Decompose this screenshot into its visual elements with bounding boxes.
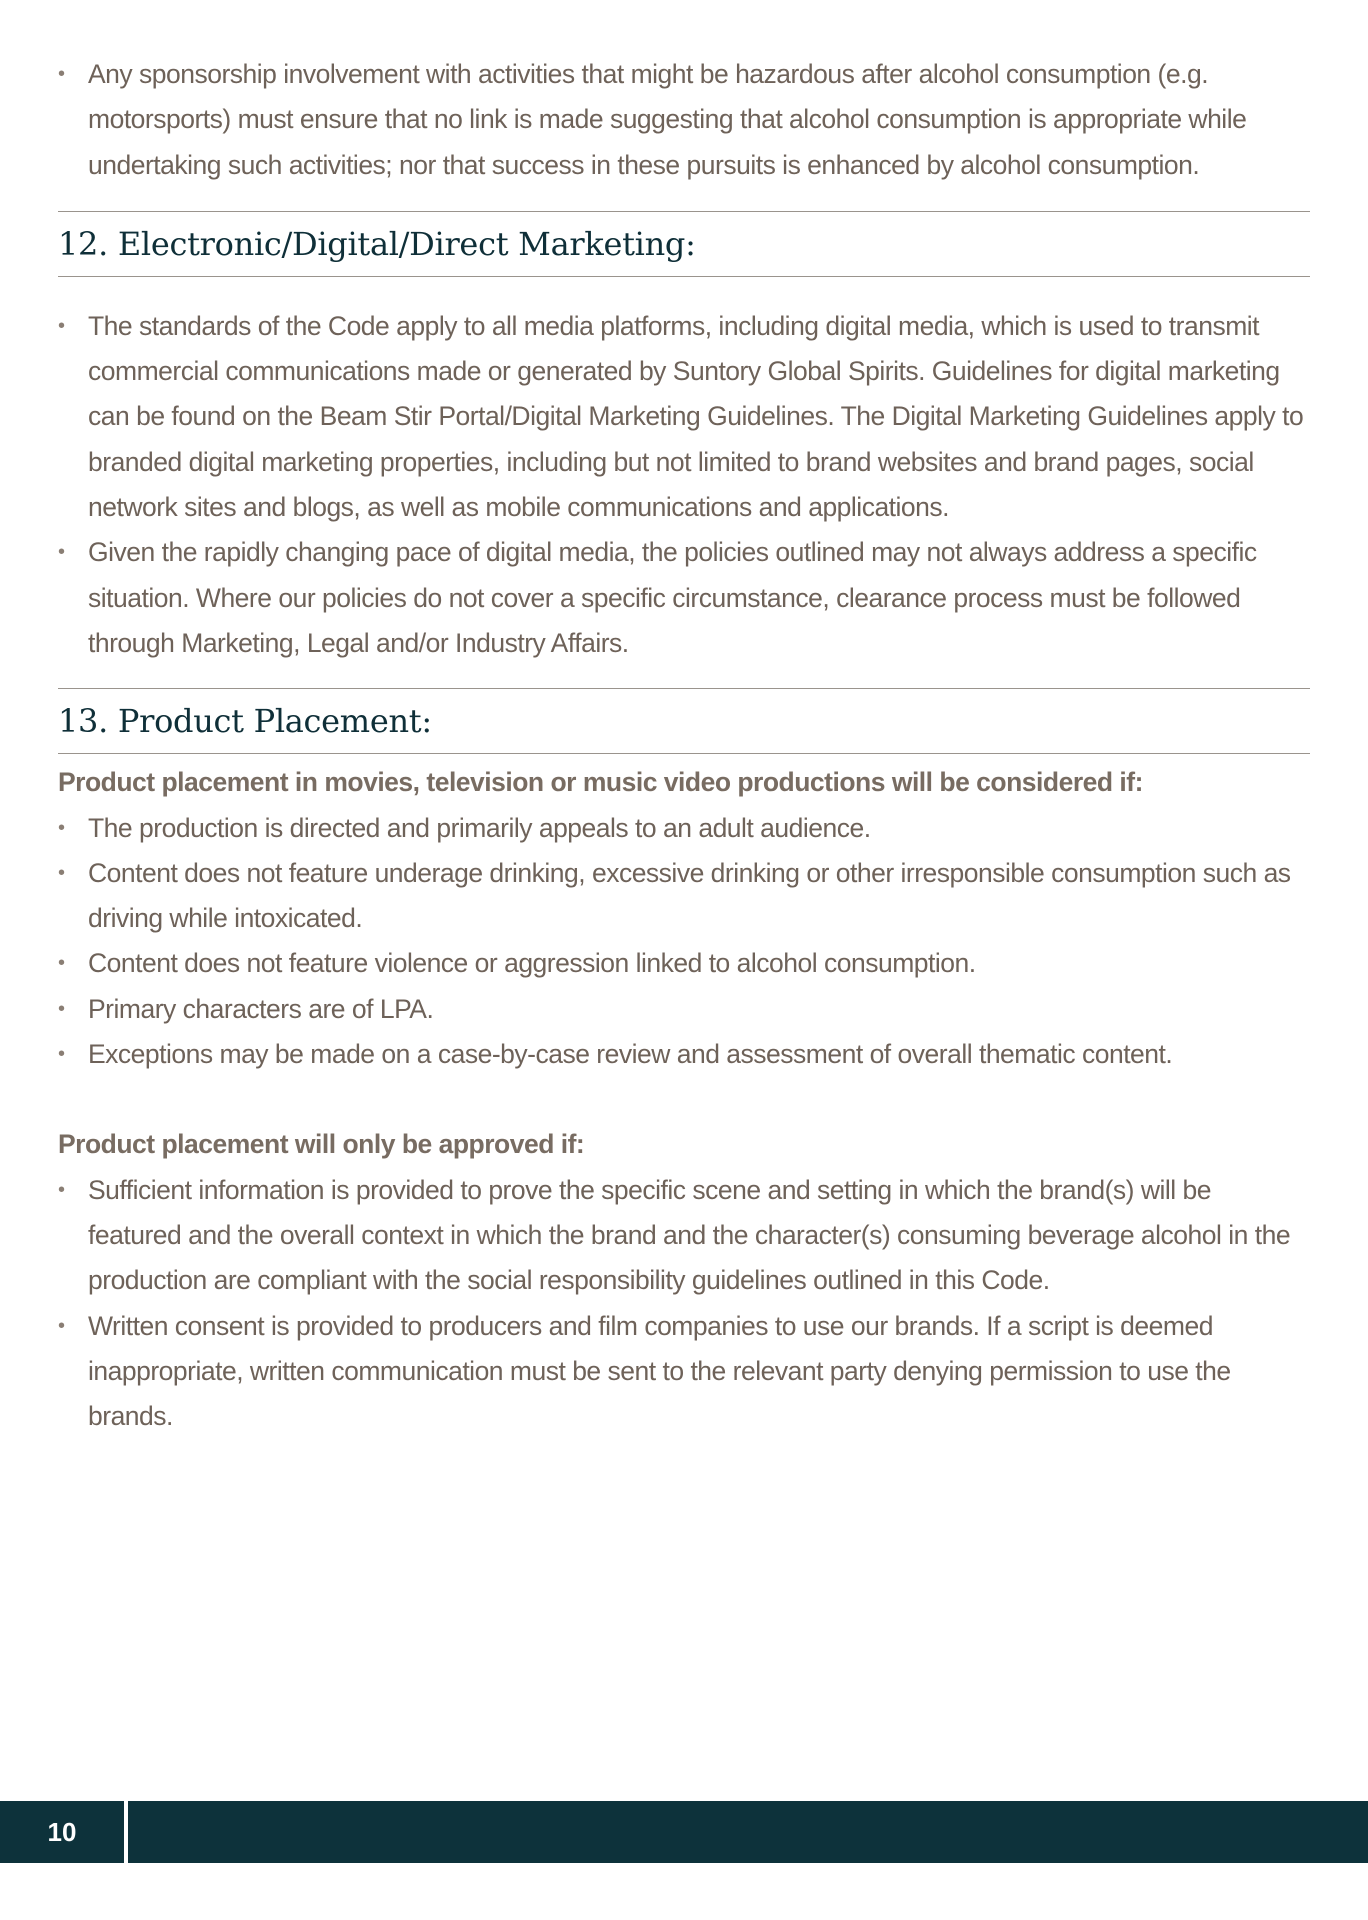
page-footer bbox=[0, 1801, 1368, 1863]
page-content bbox=[58, 52, 1310, 1439]
section-12-bullet-list bbox=[58, 304, 1310, 666]
page-number: 10 bbox=[47, 1816, 77, 1847]
section-13-title: 13. Product Placement: bbox=[58, 702, 432, 741]
considered-bullet-list bbox=[58, 806, 1310, 1078]
list-item: • Any sponsorship involvement with activities that might be hazardous after alcohol consumption (e.g. motorsports) must ensure that no link is made suggesting that alcohol consumption is appropriate while undertaking such activities; nor that success in these pursuits is enhanced by alcohol consumption. bbox=[58, 52, 1310, 188]
section-12-title: 12. Electronic/Digital/Direct Marketing: bbox=[58, 224, 696, 263]
section-12-header bbox=[58, 211, 1310, 277]
approved-bullet-list bbox=[58, 1168, 1310, 1440]
list-item: • The production is directed and primarily appeals to an adult audience. bbox=[58, 806, 1310, 851]
list-item: • Primary characters are of LPA. bbox=[58, 987, 1310, 1032]
list-item: • Exceptions may be made on a case-by-case review and assessment of overall thematic content. bbox=[58, 1032, 1310, 1077]
footer-divider bbox=[124, 1801, 128, 1863]
list-item: • Given the rapidly changing pace of digital media, the policies outlined may not always address a specific situation. Where our policies do not cover a specific circumstance, clearance process must be followed through Marketing, Legal and/or Industry Affairs. bbox=[58, 530, 1310, 666]
intro-bullet-list bbox=[58, 52, 1310, 188]
list-item: • Sufficient information is provided to prove the specific scene and setting in which the brand(s) will be featured and the overall context in which the brand and the character(s) consuming beverage alcohol in the production are compliant with the social responsibility guidelines outlined in this Code. bbox=[58, 1168, 1310, 1304]
considered-lead: Product placement in movies, television or music video productions will be considered if: bbox=[58, 767, 1143, 798]
list-item: • The standards of the Code apply to all media platforms, including digital media, which is used to transmit commercial communications made or generated by Suntory Global Spirits. Guidelines for digital marketing can be found on the Beam Stir Portal/Digital Marketing Guidelines. The Digital Marketing Guidelines apply to branded digital marketing properties, including but not limited to brand websites and brand pages, social network sites and blogs, as well as mobile communications and applications. bbox=[58, 304, 1310, 530]
list-item: • Content does not feature violence or aggression linked to alcohol consumption. bbox=[58, 941, 1310, 986]
list-item: • Content does not feature underage drinking, excessive drinking or other irresponsible consumption such as driving while intoxicated. bbox=[58, 851, 1310, 942]
section-13-header bbox=[58, 688, 1310, 754]
approved-lead: Product placement will only be approved if: bbox=[58, 1129, 585, 1160]
list-item: • Written consent is provided to producers and film companies to use our brands. If a script is deemed inappropriate, written communication must be sent to the relevant party denying permission to use the brands. bbox=[58, 1304, 1310, 1440]
